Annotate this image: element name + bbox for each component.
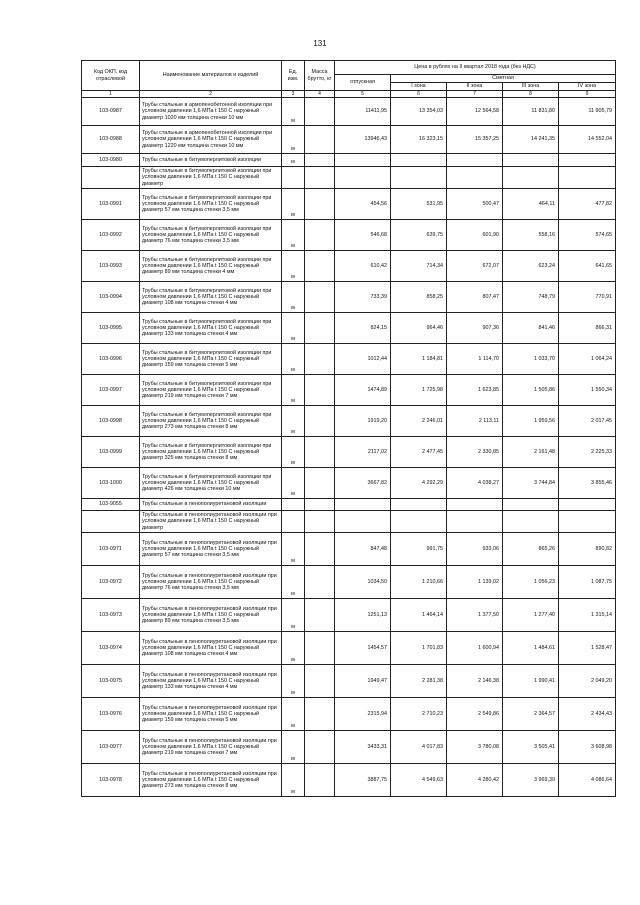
- row-zone-2-price: 807,47: [447, 282, 503, 313]
- row-unit: м: [282, 344, 305, 375]
- row-zone-1-price: 1 701,83: [391, 632, 447, 665]
- row-zone-2-price: 2 146,38: [447, 665, 503, 698]
- row-name: Трубы стальные в битумоперлитовой изоляции при условном давлении 1,6 МПа t 150 С наружный диаметр: [140, 167, 282, 189]
- row-name: Трубы стальные в пенополиуретановой изоляции при условном давлении 1,6 МПа t 150 С наружный диаметр 133 мм толщина стенки 4 мм: [140, 665, 282, 698]
- row-mass: [305, 220, 335, 251]
- row-name: Трубы стальные в битумоперлитовой изоляции при условном давлении 1,6 МПа t 150 С наружный диаметр 76 мм толщина стенки 3,5 мм: [140, 220, 282, 251]
- row-name: Трубы стальные в битумоперлитовой изоляции при условном давлении 1,6 МПа t 150 С наружный диаметр 159 мм толщина стенки 5 мм: [140, 344, 282, 375]
- table-row: [82, 406, 616, 437]
- row-mass: [305, 499, 335, 511]
- row-code: 103-0992: [82, 220, 140, 251]
- column-index: 2: [140, 91, 282, 98]
- row-zone-1-price: [391, 499, 447, 511]
- row-code: 103-0971: [82, 533, 140, 566]
- row-zone-3-price: [503, 499, 559, 511]
- row-code: 103-0993: [82, 251, 140, 282]
- row-zone-1-price: [391, 154, 447, 167]
- row-name: Трубы стальные в пенополиуретановой изоляции при условном давлении 1,6 МПа t 150 С наружный диаметр 159 мм толщина стенки 5 мм: [140, 698, 282, 731]
- row-zone-4-price: 1 528,47: [559, 632, 616, 665]
- row-release-price: 454,56: [335, 189, 391, 220]
- row-release-price: 1012,44: [335, 344, 391, 375]
- row-unit: м: [282, 154, 305, 167]
- row-zone-2-price: 2 113,11: [447, 406, 503, 437]
- row-unit: м: [282, 665, 305, 698]
- row-zone-2-price: 1 139,02: [447, 566, 503, 599]
- column-index: 3: [282, 91, 305, 98]
- row-release-price: [335, 511, 391, 533]
- table-row: [82, 126, 616, 154]
- row-zone-2-price: 1 114,70: [447, 344, 503, 375]
- row-zone-3-price: 464,11: [503, 189, 559, 220]
- row-release-price: 1454,57: [335, 632, 391, 665]
- row-zone-3-price: 841,46: [503, 313, 559, 344]
- row-name: Трубы стальные в битумоперлитовой изоляции при условном давлении 1,6 МПа t 150 С наружный диаметр 57 мм толщина стенки 3,5 мм: [140, 189, 282, 220]
- row-code: 103-0973: [82, 599, 140, 632]
- row-mass: [305, 468, 335, 499]
- row-zone-4-price: [559, 511, 616, 533]
- row-mass: [305, 698, 335, 731]
- row-mass: [305, 566, 335, 599]
- row-name: Трубы стальные в битумоперлитовой изоляции при условном давлении 1,6 МПа t 150 С наружный диаметр 325 мм толщина стенки 8 мм: [140, 437, 282, 468]
- row-code: 103-0975: [82, 665, 140, 698]
- row-code: 103-0999: [82, 437, 140, 468]
- row-release-price: 3433,31: [335, 731, 391, 764]
- row-zone-4-price: [559, 499, 616, 511]
- row-name: Трубы стальные в битумоперлитовой изоляции при условном давлении 1,6 МПа t 150 С наружный диаметр 426 мм толщина стенки 10 мм: [140, 468, 282, 499]
- row-zone-1-price: 1 184,81: [391, 344, 447, 375]
- row-zone-2-price: 4 038,27: [447, 468, 503, 499]
- row-release-price: 1251,13: [335, 599, 391, 632]
- row-mass: [305, 533, 335, 566]
- row-mass: [305, 251, 335, 282]
- row-zone-3-price: 3 744,84: [503, 468, 559, 499]
- row-release-price: 1474,89: [335, 375, 391, 406]
- row-code: [82, 511, 140, 533]
- row-mass: [305, 599, 335, 632]
- row-unit: м: [282, 468, 305, 499]
- column-index: 7: [447, 91, 503, 98]
- row-release-price: [335, 154, 391, 167]
- table-row: [82, 189, 616, 220]
- price-table: [81, 60, 616, 797]
- row-release-price: 546,68: [335, 220, 391, 251]
- column-index: 4: [305, 91, 335, 98]
- row-unit: м: [282, 406, 305, 437]
- row-zone-4-price: 14 552,04: [559, 126, 616, 154]
- row-zone-4-price: 4 086,64: [559, 764, 616, 797]
- header-zone-2: II зона: [447, 83, 503, 91]
- header-name: Наименование материалов и изделий: [140, 61, 282, 91]
- row-code: 103-0998: [82, 406, 140, 437]
- row-zone-4-price: 1 064,24: [559, 344, 616, 375]
- row-name: Трубы стальные в пенополиуретановой изоляции при условном давлении 1,6 МПа t 150 С наружный диаметр 57 мм толщина стенки 3,5 мм: [140, 533, 282, 566]
- row-zone-3-price: 1 959,56: [503, 406, 559, 437]
- row-zone-3-price: 3 969,39: [503, 764, 559, 797]
- row-zone-1-price: 4 017,83: [391, 731, 447, 764]
- row-zone-4-price: 890,82: [559, 533, 616, 566]
- table-row: [82, 167, 616, 189]
- row-zone-1-price: 531,95: [391, 189, 447, 220]
- row-zone-3-price: 748,79: [503, 282, 559, 313]
- row-zone-2-price: 1 377,50: [447, 599, 503, 632]
- table-body: [82, 98, 616, 797]
- column-index: 1: [82, 91, 140, 98]
- row-mass: [305, 344, 335, 375]
- header-zone-4: IV зона: [559, 83, 616, 91]
- row-zone-3-price: 623,24: [503, 251, 559, 282]
- row-mass: [305, 313, 335, 344]
- table-row: [82, 154, 616, 167]
- row-name: Трубы стальные в пенополиуретановой изоляции при условном давлении 1,6 МПа t 150 С наружный диаметр 219 мм толщина стенки 7 мм: [140, 731, 282, 764]
- row-zone-1-price: 1 725,98: [391, 375, 447, 406]
- row-mass: [305, 167, 335, 189]
- table-row: [82, 698, 616, 731]
- table-row: [82, 313, 616, 344]
- table-header: [82, 61, 616, 98]
- table-row: [82, 468, 616, 499]
- row-zone-3-price: 2 364,57: [503, 698, 559, 731]
- row-code: 103-0994: [82, 282, 140, 313]
- row-release-price: 3667,82: [335, 468, 391, 499]
- table-row: [82, 665, 616, 698]
- row-zone-4-price: 3 608,98: [559, 731, 616, 764]
- row-zone-2-price: 933,06: [447, 533, 503, 566]
- row-release-price: [335, 499, 391, 511]
- row-code: 103-0996: [82, 344, 140, 375]
- row-unit: м: [282, 282, 305, 313]
- row-zone-3-price: 11 831,80: [503, 98, 559, 126]
- row-zone-1-price: 2 710,23: [391, 698, 447, 731]
- row-zone-3-price: 1 505,86: [503, 375, 559, 406]
- row-zone-2-price: [447, 167, 503, 189]
- row-unit: [282, 167, 305, 189]
- row-unit: [282, 499, 305, 511]
- row-zone-2-price: 2 330,85: [447, 437, 503, 468]
- table-row: [82, 511, 616, 533]
- row-zone-3-price: [503, 154, 559, 167]
- header-zone-3: III зона: [503, 83, 559, 91]
- row-release-price: [335, 167, 391, 189]
- row-zone-2-price: [447, 499, 503, 511]
- row-code: 103-0991: [82, 189, 140, 220]
- row-unit: м: [282, 220, 305, 251]
- row-unit: м: [282, 437, 305, 468]
- row-zone-1-price: [391, 511, 447, 533]
- table-row: [82, 632, 616, 665]
- row-zone-3-price: 1 484,61: [503, 632, 559, 665]
- row-name: Трубы стальные в пенополиуретановой изоляции при условном давлении 1,6 МПа t 150 С наружный диаметр: [140, 511, 282, 533]
- table-row: [82, 220, 616, 251]
- table-row: [82, 599, 616, 632]
- row-mass: [305, 98, 335, 126]
- row-zone-4-price: 2 049,20: [559, 665, 616, 698]
- row-zone-1-price: 2 281,38: [391, 665, 447, 698]
- row-zone-4-price: 770,91: [559, 282, 616, 313]
- row-name: Трубы стальные в армопенобетонной изоляции при условном давлении 1,6 МПа t 150 С наружный диаметр 1020 мм толщина стенки 10 мм: [140, 98, 282, 126]
- row-zone-3-price: [503, 167, 559, 189]
- column-index: 8: [503, 91, 559, 98]
- row-zone-2-price: 12 564,58: [447, 98, 503, 126]
- row-zone-1-price: 714,34: [391, 251, 447, 282]
- row-zone-4-price: 477,82: [559, 189, 616, 220]
- row-zone-2-price: [447, 154, 503, 167]
- row-zone-1-price: 1 464,14: [391, 599, 447, 632]
- row-mass: [305, 282, 335, 313]
- row-zone-3-price: 1 277,40: [503, 599, 559, 632]
- row-code: 103-0974: [82, 632, 140, 665]
- row-code: 103-0980: [82, 154, 140, 167]
- row-zone-1-price: 858,25: [391, 282, 447, 313]
- row-zone-1-price: 991,75: [391, 533, 447, 566]
- row-code: 103-0997: [82, 375, 140, 406]
- column-index: 5: [335, 91, 391, 98]
- row-unit: м: [282, 313, 305, 344]
- row-zone-1-price: 4 549,63: [391, 764, 447, 797]
- row-unit: м: [282, 698, 305, 731]
- row-code: 103-0972: [82, 566, 140, 599]
- row-mass: [305, 731, 335, 764]
- table-row: [82, 98, 616, 126]
- row-code: 103-0988: [82, 126, 140, 154]
- row-unit: м: [282, 98, 305, 126]
- row-code: 103-0976: [82, 698, 140, 731]
- table-row: [82, 533, 616, 566]
- table-row: [82, 566, 616, 599]
- row-zone-2-price: 1 623,85: [447, 375, 503, 406]
- row-zone-1-price: [391, 167, 447, 189]
- row-code: 103-0977: [82, 731, 140, 764]
- table-row: [82, 251, 616, 282]
- row-release-price: 824,15: [335, 313, 391, 344]
- row-mass: [305, 406, 335, 437]
- row-zone-4-price: 2 017,45: [559, 406, 616, 437]
- table-row: [82, 731, 616, 764]
- row-zone-1-price: 2 246,01: [391, 406, 447, 437]
- row-mass: [305, 189, 335, 220]
- row-release-price: 1034,50: [335, 566, 391, 599]
- row-code: 103-1000: [82, 468, 140, 499]
- row-zone-2-price: 601,90: [447, 220, 503, 251]
- row-zone-4-price: 574,65: [559, 220, 616, 251]
- row-zone-4-price: 2 225,33: [559, 437, 616, 468]
- row-release-price: 2315,94: [335, 698, 391, 731]
- row-zone-3-price: 1 056,23: [503, 566, 559, 599]
- row-zone-4-price: 11 905,79: [559, 98, 616, 126]
- row-release-price: 11411,95: [335, 98, 391, 126]
- row-zone-1-price: 639,75: [391, 220, 447, 251]
- row-zone-3-price: [503, 511, 559, 533]
- row-zone-3-price: 865,26: [503, 533, 559, 566]
- row-zone-4-price: 1 550,34: [559, 375, 616, 406]
- row-mass: [305, 764, 335, 797]
- row-name: Трубы стальные в битумоперлитовой изоляции при условном давлении 1,6 МПа t 150 С наружный диаметр 219 мм толщина стенки 7 мм: [140, 375, 282, 406]
- row-zone-2-price: 2 549,86: [447, 698, 503, 731]
- row-name: Трубы стальные в битумоперлитовой изоляции при условном давлении 1,6 МПа t 150 С наружный диаметр 133 мм толщина стенки 4 мм: [140, 313, 282, 344]
- row-mass: [305, 154, 335, 167]
- row-unit: м: [282, 764, 305, 797]
- row-unit: м: [282, 566, 305, 599]
- header-unit: Ед. изм.: [282, 61, 305, 91]
- row-zone-3-price: 2 161,48: [503, 437, 559, 468]
- table-row: [82, 764, 616, 797]
- row-name: Трубы стальные в армопенобетонной изоляции при условном давлении 1,6 МПа t 150 С наружный диаметр 1220 мм толщина стенки 10 мм: [140, 126, 282, 154]
- row-zone-4-price: 2 434,43: [559, 698, 616, 731]
- table-row: [82, 499, 616, 511]
- row-zone-2-price: 3 780,08: [447, 731, 503, 764]
- row-zone-2-price: 907,36: [447, 313, 503, 344]
- row-name: Трубы стальные в битумоперлитовой изоляции при условном давлении 1,6 МПа t 150 С наружный диаметр 108 мм толщина стенки 4 мм: [140, 282, 282, 313]
- row-zone-3-price: 3 505,41: [503, 731, 559, 764]
- row-unit: [282, 511, 305, 533]
- row-zone-4-price: [559, 167, 616, 189]
- row-unit: м: [282, 189, 305, 220]
- header-zone-1: I зона: [391, 83, 447, 91]
- row-zone-4-price: 1 315,14: [559, 599, 616, 632]
- row-name: Трубы стальные в пенополиуретановой изоляции: [140, 499, 282, 511]
- page-number: 131: [313, 39, 327, 48]
- column-index-row: [82, 91, 616, 98]
- row-zone-4-price: [559, 154, 616, 167]
- row-name: Трубы стальные в битумоперлитовой изоляции: [140, 154, 282, 167]
- row-zone-4-price: 866,31: [559, 313, 616, 344]
- table-row: [82, 437, 616, 468]
- row-zone-2-price: 4 280,42: [447, 764, 503, 797]
- row-name: Трубы стальные в пенополиуретановой изоляции при условном давлении 1,6 МПа t 150 С наружный диаметр 108 мм толщина стенки 4 мм: [140, 632, 282, 665]
- row-mass: [305, 375, 335, 406]
- row-release-price: 13946,43: [335, 126, 391, 154]
- row-zone-1-price: 16 323,15: [391, 126, 447, 154]
- row-zone-1-price: 2 477,45: [391, 437, 447, 468]
- row-zone-4-price: 641,65: [559, 251, 616, 282]
- row-code: [82, 167, 140, 189]
- row-mass: [305, 665, 335, 698]
- row-code: 103-0987: [82, 98, 140, 126]
- row-release-price: 2117,02: [335, 437, 391, 468]
- row-mass: [305, 511, 335, 533]
- row-code: 103-0978: [82, 764, 140, 797]
- row-mass: [305, 126, 335, 154]
- row-zone-3-price: 14 241,35: [503, 126, 559, 154]
- row-name: Трубы стальные в пенополиуретановой изоляции при условном давлении 1,6 МПа t 150 С наружный диаметр 273 мм толщина стенки 8 мм: [140, 764, 282, 797]
- row-name: Трубы стальные в пенополиуретановой изоляции при условном давлении 1,6 МПа t 150 С наружный диаметр 76 мм толщина стенки 3,5 мм: [140, 566, 282, 599]
- row-unit: м: [282, 375, 305, 406]
- row-code: 103-9055: [82, 499, 140, 511]
- row-release-price: 610,42: [335, 251, 391, 282]
- row-zone-2-price: [447, 511, 503, 533]
- row-zone-2-price: 15 357,25: [447, 126, 503, 154]
- row-zone-2-price: 672,07: [447, 251, 503, 282]
- row-zone-3-price: 1 990,41: [503, 665, 559, 698]
- header-mass: Масса брутто, кг: [305, 61, 335, 91]
- row-name: Трубы стальные в битумоперлитовой изоляции при условном давлении 1,6 МПа t 150 С наружный диаметр 89 мм толщина стенки 4 мм: [140, 251, 282, 282]
- row-release-price: 1949,47: [335, 665, 391, 698]
- row-zone-3-price: 1 033,70: [503, 344, 559, 375]
- row-zone-1-price: 13 354,03: [391, 98, 447, 126]
- row-mass: [305, 632, 335, 665]
- row-code: 103-0995: [82, 313, 140, 344]
- row-zone-3-price: 558,16: [503, 220, 559, 251]
- row-mass: [305, 437, 335, 468]
- row-zone-1-price: 4 292,29: [391, 468, 447, 499]
- row-zone-2-price: 1 600,94: [447, 632, 503, 665]
- row-unit: м: [282, 251, 305, 282]
- column-index: 6: [391, 91, 447, 98]
- row-release-price: 1919,20: [335, 406, 391, 437]
- table-row: [82, 375, 616, 406]
- row-unit: м: [282, 533, 305, 566]
- row-release-price: 733,39: [335, 282, 391, 313]
- row-name: Трубы стальные в пенополиуретановой изоляции при условном давлении 1,6 МПа t 150 С наружный диаметр 89 мм толщина стенки 3,5 мм: [140, 599, 282, 632]
- row-release-price: 3887,75: [335, 764, 391, 797]
- header-release-price: отпускная: [335, 75, 391, 91]
- table-row: [82, 344, 616, 375]
- column-index: 9: [559, 91, 616, 98]
- header-price-title: Цена в рублях на II квартал 2018 года (без НДС): [335, 61, 616, 75]
- row-unit: м: [282, 632, 305, 665]
- header-estimate-price: Сметная: [391, 75, 616, 83]
- row-zone-1-price: 964,46: [391, 313, 447, 344]
- row-zone-1-price: 1 210,66: [391, 566, 447, 599]
- row-unit: м: [282, 126, 305, 154]
- row-name: Трубы стальные в битумоперлитовой изоляции при условном давлении 1,6 МПа t 150 С наружный диаметр 273 мм толщина стенки 8 мм: [140, 406, 282, 437]
- row-unit: м: [282, 599, 305, 632]
- header-code: Код ОКП, код отраслевой: [82, 61, 140, 91]
- row-zone-4-price: 1 087,75: [559, 566, 616, 599]
- row-zone-2-price: 500,47: [447, 189, 503, 220]
- row-unit: м: [282, 731, 305, 764]
- row-release-price: 847,48: [335, 533, 391, 566]
- table-row: [82, 282, 616, 313]
- row-zone-4-price: 3 855,46: [559, 468, 616, 499]
